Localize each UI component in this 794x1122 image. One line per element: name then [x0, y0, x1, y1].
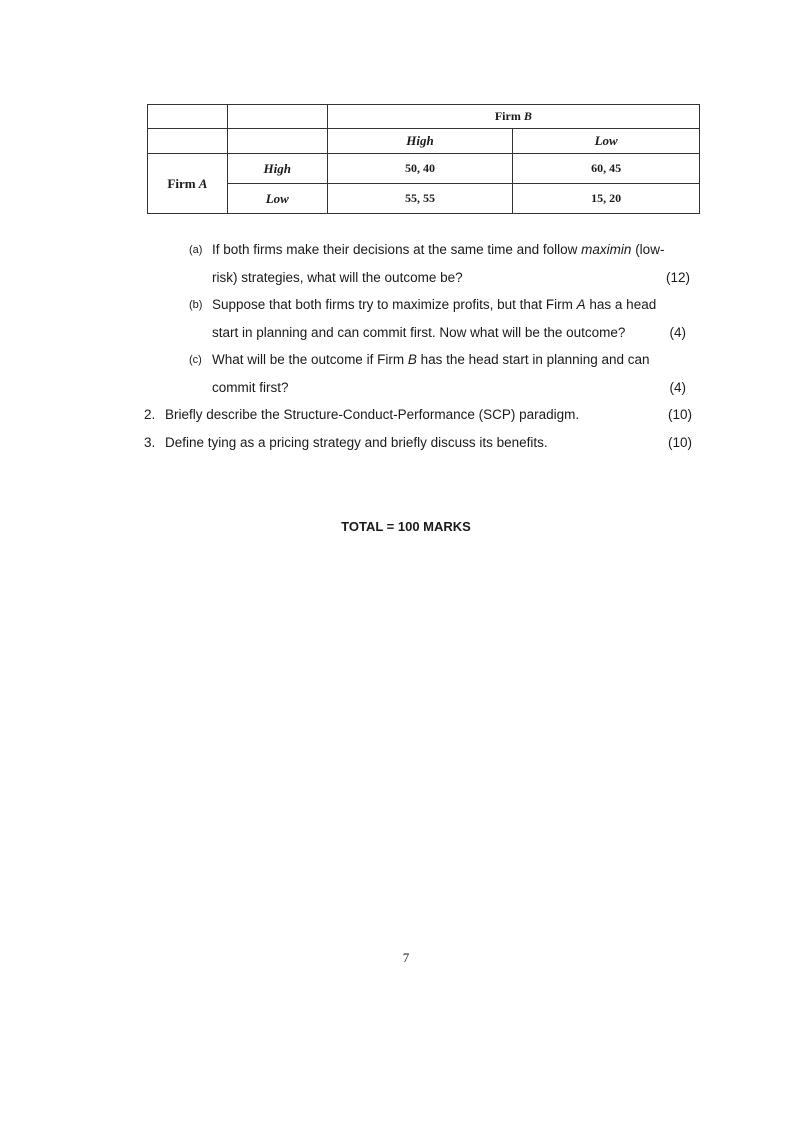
- col-group-prefix: Firm: [494, 109, 521, 123]
- col-header-low: Low: [513, 129, 700, 154]
- question-3-text: Define tying as a pricing strategy and briefly discuss its benefits.: [165, 435, 548, 450]
- part-c-text-pre: What will be the outcome if Firm: [212, 352, 408, 367]
- payoff-table: [147, 104, 700, 214]
- part-b-line2: start in planning and can commit first. Now what will be the outcome?: [212, 325, 626, 340]
- row-group-var: A: [198, 175, 208, 191]
- question-3-marks: (10): [667, 435, 692, 450]
- part-c-marks: (4): [669, 380, 686, 395]
- part-b-text-em: A: [576, 297, 586, 312]
- payoff-cell: 15, 20: [513, 184, 700, 214]
- question-2-text: Briefly describe the Structure-Conduct-Performance (SCP) paradigm.: [165, 407, 580, 422]
- question-2-number: 2.: [144, 407, 156, 422]
- col-group-header: [327, 105, 699, 129]
- question-2-marks: (10): [667, 407, 692, 422]
- payoff-cell: 60, 45: [513, 154, 700, 184]
- part-b-text-pre: Suppose that both firms try to maximize profits, but that Firm: [212, 297, 577, 312]
- row-header-high: High: [227, 154, 327, 184]
- part-a-text-em: maximin: [581, 242, 632, 257]
- empty-cell: [227, 129, 327, 154]
- part-c-line2: commit first?: [212, 380, 289, 395]
- empty-cell: [148, 129, 228, 154]
- part-c-text-post: has the head start in planning and can: [416, 352, 650, 367]
- part-a-label: (a): [189, 244, 203, 256]
- question-3-number: 3.: [144, 435, 156, 450]
- part-c-line1: [212, 351, 650, 369]
- part-c-label: (c): [189, 354, 202, 366]
- row-group-prefix: Firm: [167, 175, 196, 191]
- row-header-low: Low: [227, 184, 327, 214]
- part-c-text-em: B: [407, 352, 417, 367]
- page-number: 7: [402, 950, 410, 965]
- col-group-var: B: [523, 109, 532, 123]
- part-b-text-post: has a head: [585, 297, 657, 312]
- part-a-line1: [212, 241, 664, 259]
- part-a-line2: risk) strategies, what will the outcome be?: [212, 270, 463, 285]
- payoff-cell: 55, 55: [327, 184, 513, 214]
- total-marks: TOTAL = 100 MARKS: [341, 519, 471, 534]
- col-header-high: High: [327, 129, 513, 154]
- empty-cell: [148, 105, 228, 129]
- part-a-text-post: (low-: [631, 242, 665, 257]
- payoff-cell: 50, 40: [327, 154, 513, 184]
- empty-cell: [227, 105, 327, 129]
- part-b-line1: [212, 296, 656, 314]
- part-a-text-pre: If both firms make their decisions at the same time and follow: [212, 242, 582, 257]
- row-group-header: [148, 154, 228, 214]
- part-a-marks: (12): [665, 270, 690, 285]
- part-b-marks: (4): [669, 325, 686, 340]
- part-b-label: (b): [189, 299, 203, 311]
